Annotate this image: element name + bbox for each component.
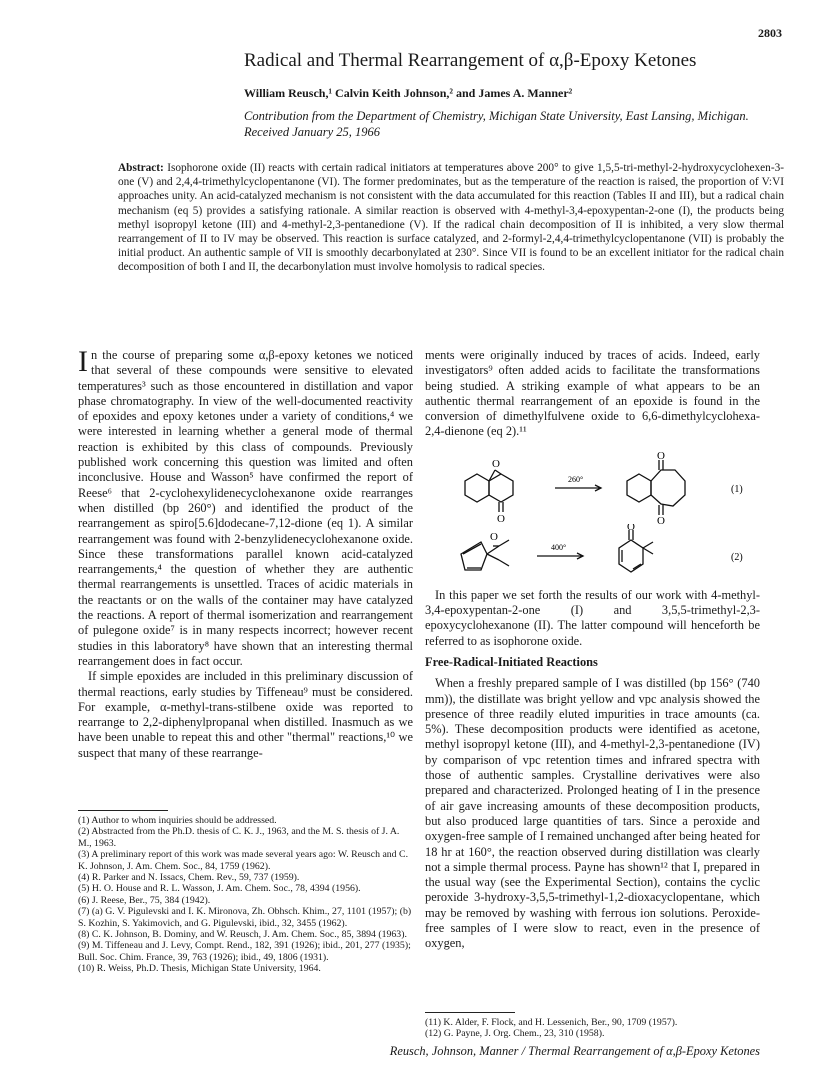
right-column: [425, 348, 760, 952]
ring-shape: [627, 474, 651, 502]
paragraph: ments were originally induced by traces of acids. Indeed, early investigators⁹ often added acids to facilitate the transformations being studied. A striking example of what appears to be an authentic thermal rearrangement of an epoxide is found in the conversion of dimethylfulvene oxide to 6,6-dimethylcyclohexa-2,4-dienone (eq 2).¹¹: [425, 348, 760, 439]
footnote: (2) Abstracted from the Ph.D. thesis of C. K. J., 1963, and the M. S. thesis of J. A. M., 1963.: [78, 826, 400, 849]
footnote: (12) G. Payne, J. Org. Chem., 23, 310 (1958).: [425, 1028, 605, 1040]
svg-text:O: O: [490, 530, 498, 543]
paragraph: If simple epoxides are included in this preliminary discussion of thermal reactions, early studies by Tiffeneau⁹ must be considered. For example, α-methyl-trans-stilbene oxide was reported to rearrange to 2,2-diphenylpropanal when distilled. Inasmuch as we have been unable to repeat this and other "thermal" reactions,¹⁰ we suspect that many of these rearrange-: [78, 669, 413, 760]
paragraph: In the course of preparing some α,β-epoxy ketones we noticed that several of these compounds were sensitive to elevated temperatures³ such as those encountered in distillation and vapor phase chromatography. In view of the well-documented reactivity of epoxides and epoxy ketones under a variety of conditions,⁴ we were interested in learning whether a general mode of thermal reaction is exhibited by this class of compounds. Previously published work concerning this question was limited and often inconclusive. House and Wasson⁵ have confirmed the report of Reese⁶ that 2-cyclohexylidenecyclohexanone oxide rearranges when distilled (bp 260°) and identified the product of the rearrangement as spiro[5.6]dodecane-7,12-dione (eq 1). A similar rearrangement was found with 2-benzylidenecyclohexanone oxide. Since these transformations parallel known acid-catalyzed rearrangements,⁴ the question of whether they are authentic thermal rearrangements is unsettled. Traces of acidic materials in the reactants or on the walls of the container may have catalyzed the reactions. A report of thermal isomerization and rearrangement of pulegone oxide⁷ is in many respects incorrect; however recent studies in this laboratory⁸ have shown that an interesting thermal rearrangement does in fact occur.: [78, 345, 413, 668]
abstract-label: Abstract:: [118, 162, 164, 174]
eq1-temperature: 260°: [568, 474, 584, 484]
page-number: 2803: [758, 26, 782, 40]
eq2-temperature: 400°: [551, 542, 567, 552]
equation-1: [425, 448, 760, 524]
svg-text:O: O: [627, 523, 635, 533]
abstract-text: Isophorone oxide (II) reacts with certain radical initiators at temperatures above 200° to give 1,5,5-tri-methyl-2-hydroxycyclohexen-3-one (V) and 2,4,4-trimethylcyclopentanone (VI). The former predominates, but as the temperature of the reaction is raised, the proportion of V:VI approaches unity. An acid-catalyzed mechanism is not consistent with the data accumulated for this reaction (Tables II and III), but a radical chain mechanism (eq 5) provides a satisfying rationale. A similar reaction is observed with 4-methyl-3,4-epoxypentan-2-one (I), the products being methyl isopropyl ketone (III) and 4-methyl-2,3-pentanedione (V). If the radical chain decomposition of II is inhibited, a very slow thermal rearrangement of II to IV may be observed. This reaction is surface catalyzed, and 2-formyl-2,4,4-trimethylcyclopentanone (VII) is probably the initial product. An authentic sample of VII is smoothly decarbonylated at 230°. Since VII is found to be an excellent initiator for the radical chain decomposition of both I and II, the decarbonylation must involve homolysis to radical species.: [118, 162, 784, 274]
svg-text:O: O: [657, 514, 665, 524]
paragraph: In this paper we set forth the results of our work with 4-methyl-3,4-epoxypentan-2-one (I) and 3,5,5-trimethyl-2,3-epoxycyclohexanone (II). The latter compound will henceforth be referred to as isophorone oxide.: [425, 587, 760, 648]
footnote: (3) A preliminary report of this work was made several years ago: W. Reusch and C. K. Johnson, J. Am. Chem. Soc., 84, 1759 (1962).: [78, 849, 409, 872]
ring-shape: [489, 474, 513, 502]
article-title: Radical and Thermal Rearrangement of α,β-Epoxy Ketones: [244, 50, 697, 71]
footnote: (4) R. Parker and N. Issacs, Chem. Rev., 59, 737 (1959).: [78, 872, 300, 884]
ring-shape: [465, 474, 489, 502]
author-list: William Reusch,¹ Calvin Keith Johnson,² and James A. Manner²: [244, 86, 573, 100]
ring-shape: [461, 542, 487, 570]
abstract: [118, 161, 784, 275]
footnote: (6) J. Reese, Ber., 75, 384 (1942).: [78, 894, 211, 906]
section-heading: Free-Radical-Initiated Reactions: [425, 654, 598, 669]
footnote: (8) C. K. Johnson, B. Dominy, and W. Reusch, J. Am. Chem. Soc., 85, 3894 (1963).: [78, 929, 407, 941]
footnote-rule: [78, 810, 168, 811]
equation-2: [425, 524, 760, 584]
reaction-schemes: [425, 448, 760, 584]
footnote-rule: [425, 1012, 515, 1013]
affiliation: Contribution from the Department of Chemistry, Michigan State University, East Lansing, Michigan. Received January 25, 1966: [244, 109, 749, 139]
svg-text:O: O: [497, 512, 505, 524]
running-footer: Reusch, Johnson, Manner / Thermal Rearrangement of α,β-Epoxy Ketones: [389, 1044, 760, 1058]
svg-text:O: O: [657, 449, 665, 462]
eq2-number: (2): [731, 551, 743, 563]
footnotes-left: [78, 810, 413, 975]
footnotes-right: [425, 1012, 760, 1040]
paragraph: When a freshly prepared sample of I was distilled (bp 156° (740 mm)), the distillate was bright yellow and vpc analysis showed the presence of three readily eluted impurities in trace amounts (ca. 5%). These decomposition products were identified as acetone, methyl isopropyl ketone (III), and 4-methyl-2,3-pentanedione (IV) by comparison of vpc retention times and infrared spectra with those of authentic samples. Crystalline derivatives were also prepared and characterized. Prolonged heating of I in the presence of air gave increasing amounts of these decomposition products, but also produced large quantities of tars. Since a peroxide and oxygen-free sample of I remained unchanged after being heated for 18 hr at 160°, the reaction observed during distillation was clearly not a simple thermal process. Payne has shown¹² that I, prepared in the usual way (see the Experimental Section), contains the cyclic peroxide 3-hydroxy-3,5,5-trimethyl-1,2-dioxacyclopentane, which may be removed by washing with ferrous ion solutions. Peroxide-free samples of I were slow to react, even in the presence of oxygen,: [425, 676, 760, 951]
footnote: (5) H. O. House and R. L. Wasson, J. Am. Chem. Soc., 78, 4394 (1956).: [78, 883, 361, 895]
svg-text:O: O: [492, 457, 500, 470]
footnote: (7) (a) G. V. Pigulevski and I. K. Mironova, Zh. Obhsch. Khim., 27, 1101 (1957); (b) S. Kozhin, S. Yakimovich, and G. Pigulevski, ibid., 32, 3455 (1962).: [78, 906, 412, 929]
footnote: (1) Author to whom inquiries should be addressed.: [78, 815, 277, 826]
footnote: (11) K. Alder, F. Flock, and H. Lessenich, Ber., 90, 1709 (1957).: [425, 1017, 678, 1028]
ring-shape: [651, 470, 685, 506]
left-column: [78, 345, 413, 761]
footnote: (10) R. Weiss, Ph.D. Thesis, Michigan State University, 1964.: [78, 963, 321, 975]
eq1-number: (1): [731, 483, 743, 495]
drop-cap: I: [78, 345, 88, 378]
footnote: (9) M. Tiffeneau and J. Levy, Compt. Rend., 182, 391 (1926); ibid., 201, 277 (1935); Bull. Soc. Chim. France, 39, 763 (1926); ibid., 49, 1806 (1931).: [78, 940, 411, 963]
